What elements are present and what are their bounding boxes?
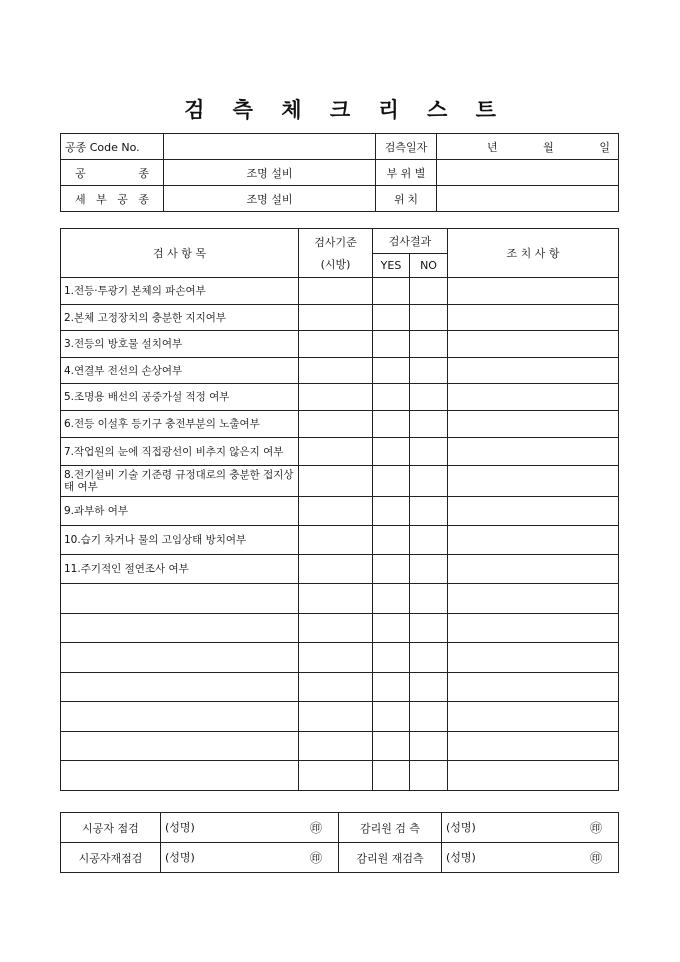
col-standard-header: 검사기준 (시방) [299,229,373,278]
work-type-label: 공 종 [61,160,164,186]
yes-cell[interactable] [373,305,410,331]
standard-cell[interactable] [299,497,373,526]
checklist-item [61,643,299,673]
checklist-row [61,555,619,584]
supervisor-recheck-sign[interactable]: (성명) ㊞ [442,843,619,873]
checklist-item [61,614,299,643]
yes-cell[interactable] [373,466,410,497]
location-field[interactable] [437,186,619,212]
action-cell[interactable] [448,331,619,358]
checklist-row [61,305,619,331]
checklist-item: 5.조명용 배선의 공중가설 적정 여부 [61,384,299,411]
standard-cell[interactable] [299,331,373,358]
action-cell[interactable] [448,411,619,438]
no-cell[interactable] [410,358,448,384]
contractor-recheck-sign[interactable]: (성명) ㊞ [161,843,339,873]
action-cell[interactable] [448,732,619,761]
yes-cell[interactable] [373,555,410,584]
checklist-row [61,466,619,497]
checklist-row [61,614,619,643]
standard-cell[interactable] [299,438,373,466]
yes-cell[interactable] [373,702,410,732]
yes-cell[interactable] [373,411,410,438]
no-cell[interactable] [410,614,448,643]
action-cell[interactable] [448,643,619,673]
date-day-label: 일 [599,140,610,154]
checklist-item: 6.전등 이설후 등기구 충전부분의 노출여부 [61,411,299,438]
signature-table [60,812,619,873]
no-cell[interactable] [410,411,448,438]
checklist-row [61,358,619,384]
checklist-item: 1.전등·투광기 본체의 파손여부 [61,278,299,305]
yes-cell[interactable] [373,732,410,761]
contractor-check-sign[interactable]: (성명) ㊞ [161,813,339,843]
yes-cell[interactable] [373,497,410,526]
action-cell[interactable] [448,497,619,526]
work-code-label: 공종 Code No. [61,134,164,160]
no-cell[interactable] [410,555,448,584]
no-cell[interactable] [410,331,448,358]
no-cell[interactable] [410,702,448,732]
standard-cell[interactable] [299,761,373,791]
supervisor-check-sign[interactable]: (성명) ㊞ [442,813,619,843]
yes-cell[interactable] [373,331,410,358]
checklist-row [61,673,619,702]
yes-cell[interactable] [373,584,410,614]
contractor-check-label: 시공자 점검 [61,813,161,843]
no-cell[interactable] [410,497,448,526]
no-cell[interactable] [410,466,448,497]
action-cell[interactable] [448,526,619,555]
no-cell[interactable] [410,384,448,411]
action-cell[interactable] [448,438,619,466]
standard-cell[interactable] [299,555,373,584]
no-cell[interactable] [410,732,448,761]
part-label: 부 위 별 [376,160,437,186]
yes-cell[interactable] [373,384,410,411]
standard-cell[interactable] [299,702,373,732]
no-cell[interactable] [410,278,448,305]
yes-cell[interactable] [373,614,410,643]
checklist-item: 10.습기 차거나 물의 고임상태 방치여부 [61,526,299,555]
yes-cell[interactable] [373,673,410,702]
standard-cell[interactable] [299,526,373,555]
supervisor-check-label: 감리원 검 측 [339,813,442,843]
no-cell[interactable] [410,761,448,791]
checklist-item [61,702,299,732]
seal-icon: ㊞ [309,821,322,835]
action-cell[interactable] [448,761,619,791]
yes-cell[interactable] [373,358,410,384]
standard-cell[interactable] [299,358,373,384]
yes-cell[interactable] [373,761,410,791]
action-cell[interactable] [448,673,619,702]
detail-work-field[interactable]: 조명 설비 [164,186,376,212]
work-type-field[interactable]: 조명 설비 [164,160,376,186]
col-items-header: 검 사 항 목 [61,229,299,278]
checklist-item [61,584,299,614]
checklist-row [61,497,619,526]
checklist-item: 7.작업원의 눈에 직접광선이 비추지 않은지 여부 [61,438,299,466]
no-cell[interactable] [410,305,448,331]
checklist-row [61,438,619,466]
no-cell[interactable] [410,438,448,466]
seal-icon: ㊞ [309,851,322,865]
checklist-row [61,411,619,438]
standard-cell[interactable] [299,732,373,761]
standard-cell[interactable] [299,305,373,331]
checklist-item [61,761,299,791]
seal-icon: ㊞ [589,851,602,865]
standard-cell[interactable] [299,643,373,673]
contractor-recheck-label: 시공자재점검 [61,843,161,873]
checklist-item: 4.연결부 전선의 손상여부 [61,358,299,384]
no-cell[interactable] [410,584,448,614]
checklist-item: 3.전등의 방호물 설치여부 [61,331,299,358]
location-label: 위 치 [376,186,437,212]
checklist-item [61,673,299,702]
checklist-row [61,702,619,732]
checklist-row [61,584,619,614]
standard-cell[interactable] [299,384,373,411]
detail-work-label: 세 부 공 종 [61,186,164,212]
yes-cell[interactable] [373,643,410,673]
no-cell[interactable] [410,643,448,673]
date-month-label: 월 [543,140,554,154]
yes-cell[interactable] [373,438,410,466]
checklist-row [61,384,619,411]
action-cell[interactable] [448,614,619,643]
checklist-row [61,732,619,761]
standard-cell[interactable] [299,584,373,614]
inspect-date-field[interactable] [437,134,619,160]
no-cell[interactable] [410,526,448,555]
checklist-item: 11.주기적인 절연조사 여부 [61,555,299,584]
checklist-item: 2.본체 고정장치의 충분한 지지여부 [61,305,299,331]
checklist-item: 8.전기설비 기술 기준령 규정대로의 충분한 접지상태 여부 [61,466,299,497]
seal-icon: ㊞ [589,821,602,835]
standard-cell[interactable] [299,411,373,438]
checklist-item: 9.과부하 여부 [61,497,299,526]
checklist-row [61,526,619,555]
checklist-row [61,643,619,673]
work-code-field[interactable] [164,134,376,160]
header-info-table [60,133,619,212]
col-no-header: NO [410,254,448,278]
col-action-header: 조 치 사 항 [448,229,619,278]
action-cell[interactable] [448,466,619,497]
checklist-table [60,228,619,791]
checklist-row [61,761,619,791]
page-title: 검 측 체 크 리 스 트 [184,97,496,122]
col-yes-header: YES [373,254,410,278]
date-year-label: 년 [487,140,498,154]
action-cell[interactable] [448,555,619,584]
checklist-item [61,732,299,761]
checklist-row [61,331,619,358]
standard-cell[interactable] [299,614,373,643]
col-result-header: 검사결과 [373,229,448,254]
no-cell[interactable] [410,673,448,702]
yes-cell[interactable] [373,526,410,555]
part-field[interactable] [437,160,619,186]
action-cell[interactable] [448,384,619,411]
supervisor-recheck-label: 감리원 재검측 [339,843,442,873]
action-cell[interactable] [448,702,619,732]
standard-cell[interactable] [299,278,373,305]
standard-cell[interactable] [299,673,373,702]
standard-cell[interactable] [299,466,373,497]
yes-cell[interactable] [373,278,410,305]
action-cell[interactable] [448,305,619,331]
action-cell[interactable] [448,584,619,614]
action-cell[interactable] [448,358,619,384]
checklist-row [61,278,619,305]
action-cell[interactable] [448,278,619,305]
inspect-date-label: 검측일자 [376,134,437,160]
